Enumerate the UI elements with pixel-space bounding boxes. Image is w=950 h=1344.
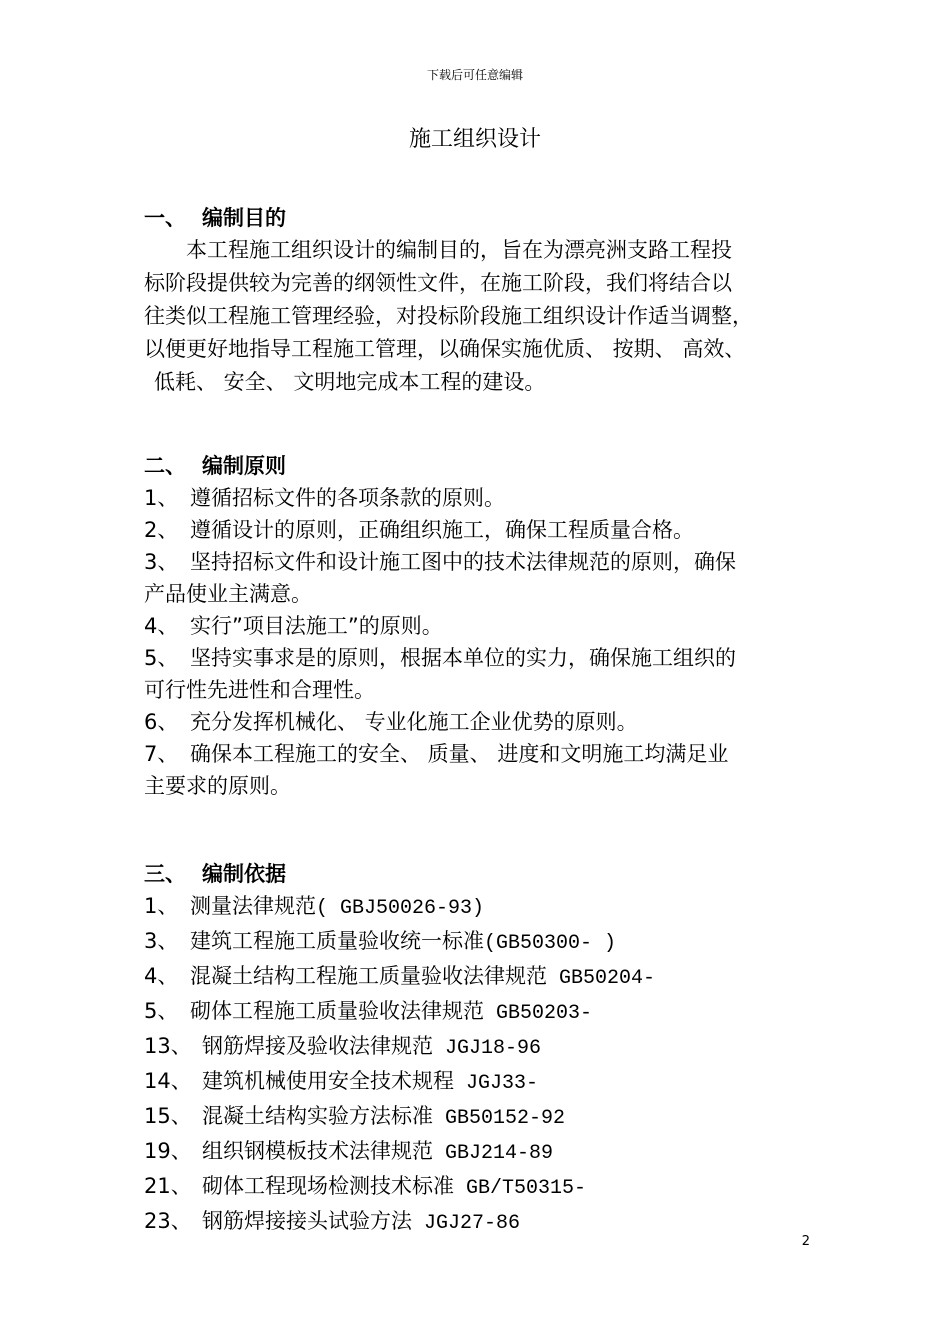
item-text: 建筑机械使用安全技术规程 [202,1069,454,1093]
list-item [144,642,824,674]
item-standard-code: JGJ18-96 [433,1037,542,1060]
item-standard-code: JGJ27-86 [412,1212,521,1235]
item-text: 组织钢模板技术法律规范 [202,1139,433,1163]
item-text: 建筑工程施工质量验收统一标准 [190,929,484,953]
list-item [144,1065,824,1100]
item-number: 1、 [144,894,179,918]
item-text: 遵循设计的原则，正确组织施工，确保工程质量合格。 [190,518,694,542]
list-item [144,995,824,1030]
item-number: 3、 [144,550,179,574]
item-standard-code: JGJ33- [454,1072,539,1095]
list-item-continuation: 主要求的原则。 [144,774,291,798]
section-paragraph [144,234,824,399]
document-title: 施工组织设计 [408,127,541,152]
item-number: 7、 [144,742,179,766]
item-number: 3、 [144,929,179,953]
list-item [144,1100,824,1135]
item-number: 2、 [144,518,179,542]
section-heading [144,858,824,890]
item-number: 4、 [144,964,179,988]
list-item [144,1205,824,1240]
list-item [144,1030,824,1065]
section-number: 三、 [144,862,186,886]
item-number: 5、 [144,646,179,670]
paragraph-line: 往类似工程施工管理经验，对投标阶段施工组织设计作适当调整， [144,304,753,328]
list-item [144,1170,824,1205]
list-item-continuation: 产品使业主满意。 [144,582,312,606]
section-basis [144,858,824,1240]
item-number: 5、 [144,999,179,1023]
item-number: 13、 [144,1034,192,1058]
section-title: 编制依据 [202,862,286,886]
item-text: 砌体工程施工质量验收法律规范 [190,999,484,1023]
item-number: 14、 [144,1069,192,1093]
header-note: 下载后可任意编辑 [426,68,523,82]
list-item [144,738,824,770]
item-standard-code: GB50152-92 [433,1107,566,1130]
list-item [144,706,824,738]
item-text: 坚持实事求是的原则，根据本单位的实力，确保施工组织的 [190,646,736,670]
item-standard-code: (GB50300- ) [484,932,617,955]
list-item [144,610,824,642]
item-standard-code: GB50203- [484,1002,593,1025]
item-standard-code: GB/T50315- [454,1177,587,1200]
list-item [144,925,824,960]
section-heading [144,202,824,234]
item-number: 19、 [144,1139,192,1163]
item-text: 混凝土结构实验方法标准 [202,1104,433,1128]
item-text: 砌体工程现场检测技术标准 [202,1174,454,1198]
section-purpose [144,202,824,399]
section-title: 编制原则 [202,454,286,478]
item-text: 混凝土结构工程施工质量验收法律规范 [190,964,547,988]
item-number: 1、 [144,486,179,510]
item-text: 钢筋焊接及验收法律规范 [202,1034,433,1058]
section-principles [144,450,824,802]
list-item [144,514,824,546]
item-text: 实行”项目法施工”的原则。 [190,614,443,638]
section-number: 一、 [144,206,186,230]
paragraph-line: 以便更好地指导工程施工管理，以确保实施优质、 按期、 高效、 [144,337,746,361]
item-text: 坚持招标文件和设计施工图中的技术法律规范的原则，确保 [190,550,736,574]
list-item [144,1135,824,1170]
paragraph-line: 低耗、 安全、 文明地完成本工程的建设。 [154,370,546,394]
list-item [144,482,824,514]
item-number: 4、 [144,614,179,638]
paragraph-line: 标阶段提供较为完善的纲领性文件，在施工阶段，我们将结合以 [144,271,732,295]
item-standard-code: GBJ214-89 [433,1142,554,1165]
list-item [144,546,824,578]
item-text: 遵循招标文件的各项条款的原则。 [190,486,505,510]
item-standard-code: GB50204- [547,967,656,990]
list-item-continuation: 可行性先进性和合理性。 [144,678,375,702]
list-item [144,890,824,925]
paragraph-line: 本工程施工组织设计的编制目的，旨在为漂亮洲支路工程投 [186,238,732,262]
section-heading [144,450,824,482]
item-text: 充分发挥机械化、 专业化施工企业优势的原则。 [190,710,638,734]
item-text: 钢筋焊接接头试验方法 [202,1209,412,1233]
item-number: 21、 [144,1174,192,1198]
item-text: 测量法律规范 [190,894,316,918]
section-number: 二、 [144,454,186,478]
item-number: 6、 [144,710,179,734]
item-text: 确保本工程施工的安全、 质量、 进度和文明施工均满足业 [190,742,729,766]
page-number: 2 [801,1234,810,1249]
list-item [144,960,824,995]
item-number: 15、 [144,1104,192,1128]
item-standard-code: ( GBJ50026-93) [316,897,485,920]
item-number: 23、 [144,1209,192,1233]
section-title: 编制目的 [202,206,286,230]
